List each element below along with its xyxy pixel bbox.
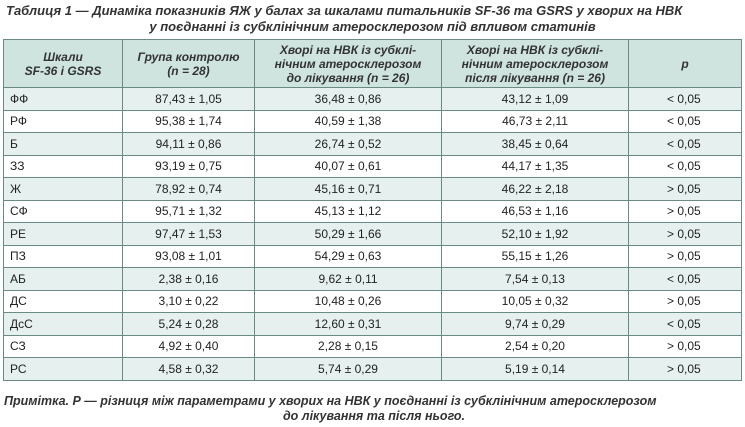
cell-scale: ДсС xyxy=(4,313,123,336)
cell-scale: Ж xyxy=(4,178,123,201)
cell-before: 40,07 ± 0,61 xyxy=(255,155,442,178)
table-row xyxy=(4,155,742,178)
header-before-treatment: Хворі на НВК із субклі- нічним атеросклерозом до лікування (n = 26) xyxy=(255,40,442,88)
cell-control: 78,92 ± 0,74 xyxy=(123,178,255,201)
cell-after: 46,73 ± 2,11 xyxy=(442,110,629,133)
table-row xyxy=(4,245,742,268)
cell-p: < 0,05 xyxy=(629,110,742,133)
cell-p: > 0,05 xyxy=(629,178,742,201)
table-row xyxy=(4,358,742,381)
note-line-2: до лікування та після нього. xyxy=(282,409,466,423)
table-row xyxy=(4,200,742,223)
cell-p: < 0,05 xyxy=(629,88,742,111)
table-row xyxy=(4,335,742,358)
cell-control: 95,38 ± 1,74 xyxy=(123,110,255,133)
cell-scale: ДС xyxy=(4,290,123,313)
cell-control: 93,19 ± 0,75 xyxy=(123,155,255,178)
cell-before: 40,59 ± 1,38 xyxy=(255,110,442,133)
table-row xyxy=(4,313,742,336)
note-line-1: Примітка. Р — різниця між параметрами у хворих на НВК у поєднанні із субклінічним атеросклерозом xyxy=(4,394,657,408)
cell-before: 36,48 ± 0,86 xyxy=(255,88,442,111)
table-row xyxy=(4,223,742,246)
table-row xyxy=(4,178,742,201)
cell-scale: СФ xyxy=(4,200,123,223)
table-note xyxy=(4,394,744,424)
caption-line-1: Таблиця 1 — Динаміка показників ЯЖ у балах за шкалами питальників SF-36 та GSRS у хворих на НВК xyxy=(6,3,683,18)
table-row xyxy=(4,290,742,313)
cell-after: 46,53 ± 1,16 xyxy=(442,200,629,223)
cell-before: 9,62 ± 0,11 xyxy=(255,268,442,291)
table-row xyxy=(4,133,742,156)
cell-p: < 0,05 xyxy=(629,155,742,178)
cell-p: < 0,05 xyxy=(629,313,742,336)
cell-scale: АБ xyxy=(4,268,123,291)
table-header-row xyxy=(4,40,742,88)
cell-before: 45,16 ± 0,71 xyxy=(255,178,442,201)
table-caption xyxy=(0,3,745,35)
cell-after: 10,05 ± 0,32 xyxy=(442,290,629,313)
table-row xyxy=(4,88,742,111)
cell-scale: РФ xyxy=(4,110,123,133)
results-table xyxy=(3,39,742,381)
cell-scale: РЕ xyxy=(4,223,123,246)
table-row xyxy=(4,268,742,291)
cell-scale: ФФ xyxy=(4,88,123,111)
cell-control: 87,43 ± 1,05 xyxy=(123,88,255,111)
cell-control: 94,11 ± 0,86 xyxy=(123,133,255,156)
cell-scale: РС xyxy=(4,358,123,381)
cell-control: 93,08 ± 1,01 xyxy=(123,245,255,268)
cell-p: > 0,05 xyxy=(629,245,742,268)
cell-p: > 0,05 xyxy=(629,335,742,358)
cell-scale: СЗ xyxy=(4,335,123,358)
cell-scale: Б xyxy=(4,133,123,156)
cell-p: > 0,05 xyxy=(629,200,742,223)
header-p-value: p xyxy=(629,40,742,88)
cell-before: 26,74 ± 0,52 xyxy=(255,133,442,156)
cell-after: 46,22 ± 2,18 xyxy=(442,178,629,201)
cell-control: 4,92 ± 0,40 xyxy=(123,335,255,358)
cell-after: 55,15 ± 1,26 xyxy=(442,245,629,268)
cell-before: 5,74 ± 0,29 xyxy=(255,358,442,381)
caption-line-2: у поєднанні із субклінічним атеросклерозом під впливом статинів xyxy=(149,19,596,34)
cell-p: > 0,05 xyxy=(629,223,742,246)
cell-p: < 0,05 xyxy=(629,133,742,156)
cell-p: > 0,05 xyxy=(629,290,742,313)
cell-before: 50,29 ± 1,66 xyxy=(255,223,442,246)
cell-control: 5,24 ± 0,28 xyxy=(123,313,255,336)
cell-before: 10,48 ± 0,26 xyxy=(255,290,442,313)
table-row xyxy=(4,110,742,133)
cell-after: 44,17 ± 1,35 xyxy=(442,155,629,178)
cell-after: 43,12 ± 1,09 xyxy=(442,88,629,111)
cell-control: 4,58 ± 0,32 xyxy=(123,358,255,381)
cell-p: > 0,05 xyxy=(629,358,742,381)
cell-control: 2,38 ± 0,16 xyxy=(123,268,255,291)
cell-scale: ПЗ xyxy=(4,245,123,268)
cell-control: 95,71 ± 1,32 xyxy=(123,200,255,223)
cell-after: 7,54 ± 0,13 xyxy=(442,268,629,291)
cell-control: 3,10 ± 0,22 xyxy=(123,290,255,313)
cell-scale: ЗЗ xyxy=(4,155,123,178)
cell-after: 5,19 ± 0,14 xyxy=(442,358,629,381)
header-control-group: Група контролю (n = 28) xyxy=(123,40,255,88)
cell-before: 54,29 ± 0,63 xyxy=(255,245,442,268)
cell-before: 2,28 ± 0,15 xyxy=(255,335,442,358)
cell-control: 97,47 ± 1,53 xyxy=(123,223,255,246)
cell-after: 38,45 ± 0,64 xyxy=(442,133,629,156)
header-after-treatment: Хворі на НВК із субклі- нічним атеросклерозом після лікування (n = 26) xyxy=(442,40,629,88)
cell-after: 52,10 ± 1,92 xyxy=(442,223,629,246)
cell-after: 9,74 ± 0,29 xyxy=(442,313,629,336)
cell-after: 2,54 ± 0,20 xyxy=(442,335,629,358)
table-body xyxy=(4,88,742,381)
cell-before: 12,60 ± 0,31 xyxy=(255,313,442,336)
cell-before: 45,13 ± 1,12 xyxy=(255,200,442,223)
header-scales: Шкали SF-36 і GSRS xyxy=(4,40,123,88)
cell-p: < 0,05 xyxy=(629,268,742,291)
